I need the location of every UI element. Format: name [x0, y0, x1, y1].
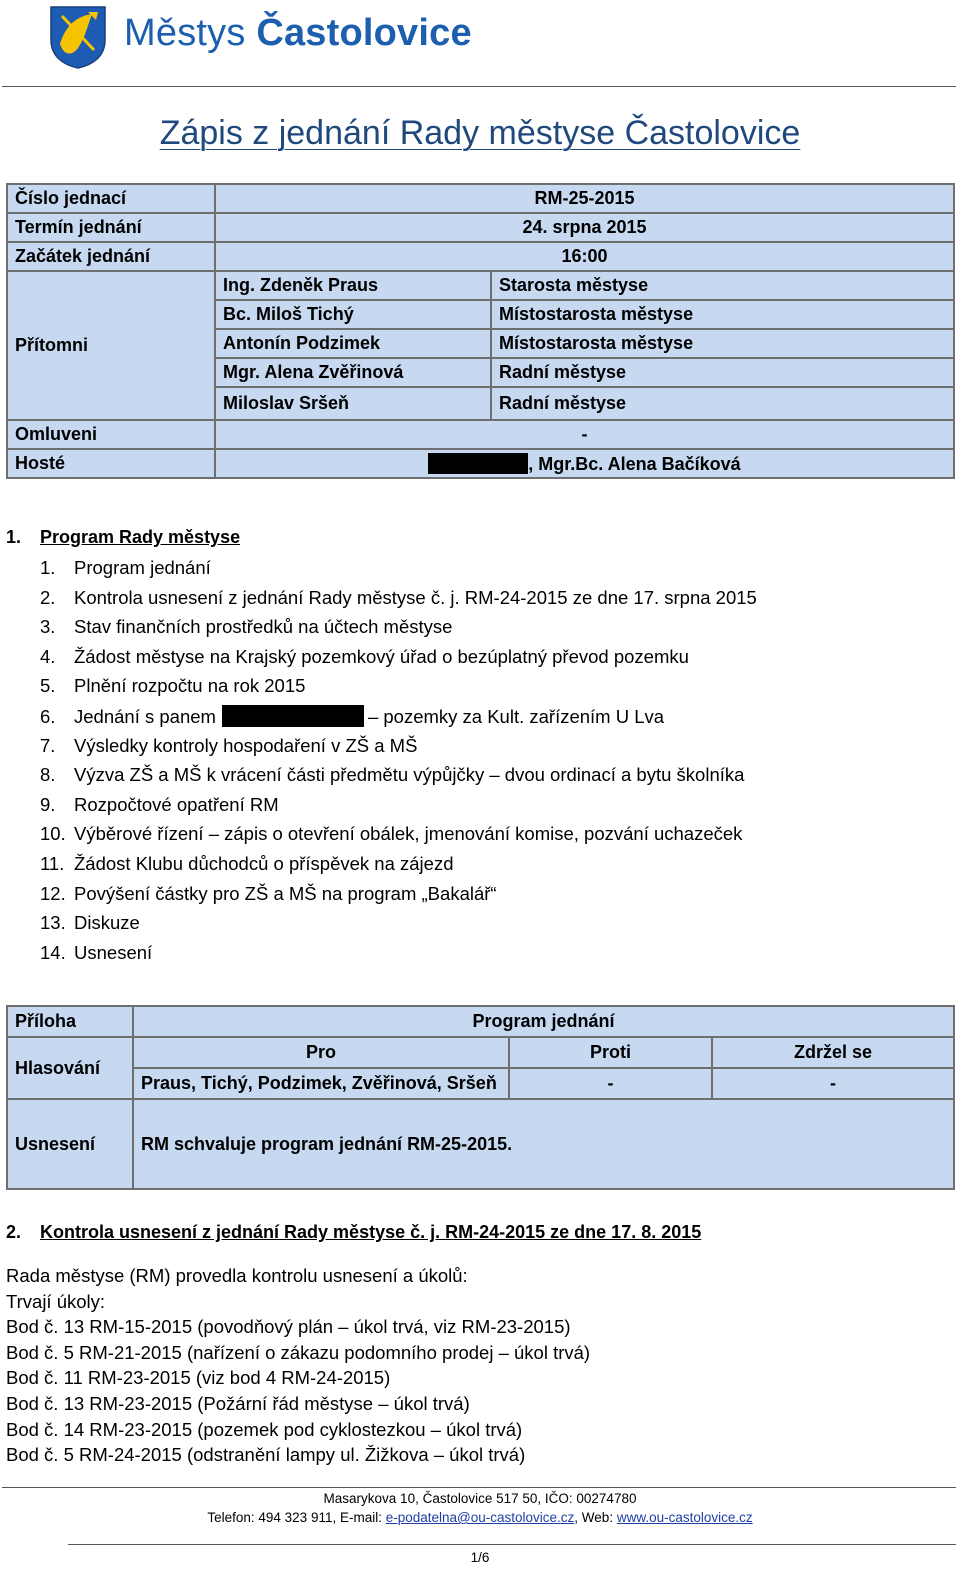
item-number: 11. [40, 852, 65, 874]
member-name: Bc. Miloš Tichý [215, 300, 491, 329]
table-row [7, 420, 954, 449]
table-row [7, 184, 954, 213]
item-text: Žádost městyse na Krajský pozemkový úřad o bezúplatný převod pozemku [74, 645, 689, 667]
member-name: Antonín Podzimek [215, 329, 491, 358]
resolution-label: Usnesení [7, 1099, 133, 1189]
section-title: Kontrola usnesení z jednání Rady městyse č. j. RM-24-2015 ze dne 17. 8. 2015 [40, 1222, 702, 1242]
member-role: Místostarosta městyse [491, 329, 954, 358]
guests-label: Hosté [7, 449, 215, 478]
item-text: Povýšení částky pro ZŠ a MŠ na program „Bakalář“ [74, 882, 497, 904]
start-value: 16:00 [215, 242, 954, 271]
item-number: 7. [40, 734, 56, 756]
header-divider [2, 86, 956, 87]
footer-divider [2, 1487, 956, 1488]
section-2-heading [6, 1222, 701, 1243]
item-number: 3. [40, 616, 56, 638]
list-item [40, 557, 757, 587]
guests-value: , Mgr.Bc. Alena Bačíková [528, 453, 741, 474]
list-item [40, 735, 757, 765]
table-row [7, 1099, 954, 1189]
section-title: Program Rady městyse [40, 527, 241, 547]
section-number: 1. [6, 527, 22, 547]
meeting-info-table [6, 183, 955, 479]
item-number: 14. [40, 941, 66, 963]
list-item [40, 823, 757, 853]
attachment-value: Program jednání [133, 1006, 954, 1037]
body-line: Bod č. 14 RM-23-2015 (pozemek pod cyklostezkou – úkol trvá) [6, 1418, 523, 1440]
table-row [7, 213, 954, 242]
coat-of-arms-icon [48, 4, 108, 70]
item-number: 10. [40, 823, 66, 845]
letterhead [0, 0, 960, 88]
body-line: Bod č. 13 RM-23-2015 (Požární řád městyse – úkol trvá) [6, 1392, 470, 1414]
list-item [40, 587, 757, 617]
date-value: 24. srpna 2015 [215, 213, 954, 242]
present-label: Přítomni [7, 271, 215, 420]
email-link[interactable]: e-podatelna@ou-castolovice.cz [385, 1510, 575, 1525]
member-name: Miloslav Sršeň [215, 387, 491, 420]
list-item [40, 883, 757, 913]
for-value: Praus, Tichý, Podzimek, Zvěřinová, Sršeň [133, 1068, 509, 1099]
excused-label: Omluveni [7, 420, 215, 449]
item-text: Rozpočtové opatření RM [74, 793, 279, 815]
item-text: Kontrola usnesení z jednání Rady městyse č. j. RM-24-2015 ze dne 17. srpna 2015 [74, 586, 757, 608]
list-item [40, 942, 757, 972]
member-name: Ing. Zdeněk Praus [215, 271, 491, 300]
web-link[interactable]: www.ou-castolovice.cz [616, 1510, 753, 1525]
list-item [40, 616, 757, 646]
item-text: Plnění rozpočtu na rok 2015 [74, 675, 306, 697]
against-label: Proti [509, 1037, 712, 1068]
body-line: Bod č. 5 RM-24-2015 (odstranění lampy ul. Žižkova – úkol trvá) [6, 1444, 526, 1466]
attachment-label: Příloha [7, 1006, 133, 1037]
vote-table [6, 1005, 955, 1190]
item-number: 12. [40, 882, 66, 904]
item-number: 9. [40, 793, 56, 815]
list-item [40, 675, 757, 705]
body-line: Bod č. 13 RM-15-2015 (povodňový plán – úkol trvá, viz RM-23-2015) [6, 1316, 571, 1338]
item-text: Usnesení [74, 941, 153, 963]
section-1-heading [6, 527, 240, 548]
abstain-value: - [712, 1068, 954, 1099]
footer-address: Masarykova 10, Častolovice 517 50, IČO: 00274780 [323, 1491, 637, 1506]
table-row [7, 1068, 954, 1099]
item-number: 6. [40, 705, 56, 727]
item-text: Výběrové řízení – zápis o otevření obálek, jmenování komise, pozvání uchazeček [74, 823, 743, 845]
item-text-after: – pozemky za Kult. zařízením U Lva [367, 705, 665, 727]
document-title: Zápis z jednání Rady městyse Častolovice [159, 114, 801, 152]
item-text: Jednání s panem [74, 705, 216, 727]
item-text: Diskuze [74, 912, 140, 934]
member-role: Radní městyse [491, 387, 954, 420]
list-item [40, 794, 757, 824]
table-row [7, 1037, 954, 1068]
ref-label: Číslo jednací [7, 184, 215, 213]
redacted-name [428, 453, 528, 474]
abstain-label: Zdržel se [712, 1037, 954, 1068]
start-label: Začátek jednání [7, 242, 215, 271]
table-row [7, 449, 954, 478]
footer-web-label: , Web: [574, 1510, 617, 1525]
table-row [7, 1006, 954, 1037]
voting-label: Hlasování [7, 1037, 133, 1099]
date-label: Termín jednání [7, 213, 215, 242]
body-line: Bod č. 11 RM-23-2015 (viz bod 4 RM-24-2015) [6, 1367, 391, 1389]
item-number: 5. [40, 675, 56, 697]
item-text: Žádost Klubu důchodců o příspěvek na zájezd [74, 852, 454, 874]
footer-divider-2 [68, 1544, 956, 1545]
item-number: 1. [40, 557, 56, 578]
brand-regular: Městys [124, 12, 257, 54]
item-number: 4. [40, 645, 56, 667]
program-list [40, 557, 757, 971]
list-item [40, 853, 757, 883]
table-row [7, 242, 954, 271]
body-line: Rada městyse (RM) provedla kontrolu usnesení a úkolů: [6, 1265, 468, 1286]
excused-value: - [215, 420, 954, 449]
body-line: Trvají úkoly: [6, 1290, 106, 1312]
item-number: 2. [40, 586, 56, 608]
for-label: Pro [133, 1037, 509, 1068]
brand-bold: Častolovice [256, 12, 472, 54]
brand-name [124, 12, 472, 55]
member-name: Mgr. Alena Zvěřinová [215, 358, 491, 387]
list-item [40, 764, 757, 794]
list-item [40, 705, 757, 735]
section-number: 2. [6, 1222, 22, 1242]
member-role: Starosta městyse [491, 271, 954, 300]
item-text: Výsledky kontroly hospodaření v ZŠ a MŠ [74, 734, 418, 756]
member-role: Místostarosta městyse [491, 300, 954, 329]
item-text: Výzva ZŠ a MŠ k vrácení části předmětu výpůjčky – dvou ordinací a bytu školníka [74, 764, 745, 786]
item-number: 13. [40, 912, 66, 934]
body-line: Bod č. 5 RM-21-2015 (nařízení o zákazu podomního prodej – úkol trvá) [6, 1341, 591, 1363]
list-item [40, 646, 757, 676]
section-2-body [6, 1263, 590, 1468]
page-number: 1/6 [470, 1550, 490, 1565]
resolution-value: RM schvaluje program jednání RM-25-2015. [133, 1099, 954, 1189]
ref-value: RM-25-2015 [215, 184, 954, 213]
against-value: - [509, 1068, 712, 1099]
member-role: Radní městyse [491, 358, 954, 387]
footer-contact [0, 1510, 960, 1525]
table-row [7, 271, 954, 300]
footer-phone: Telefon: 494 323 911, E-mail: [207, 1510, 386, 1525]
item-text: Program jednání [74, 557, 211, 578]
item-number: 8. [40, 764, 56, 786]
redacted-name [222, 705, 364, 727]
guests-cell [215, 449, 954, 478]
item-text: Stav finančních prostředků na účtech městyse [74, 616, 453, 638]
list-item [40, 912, 757, 942]
